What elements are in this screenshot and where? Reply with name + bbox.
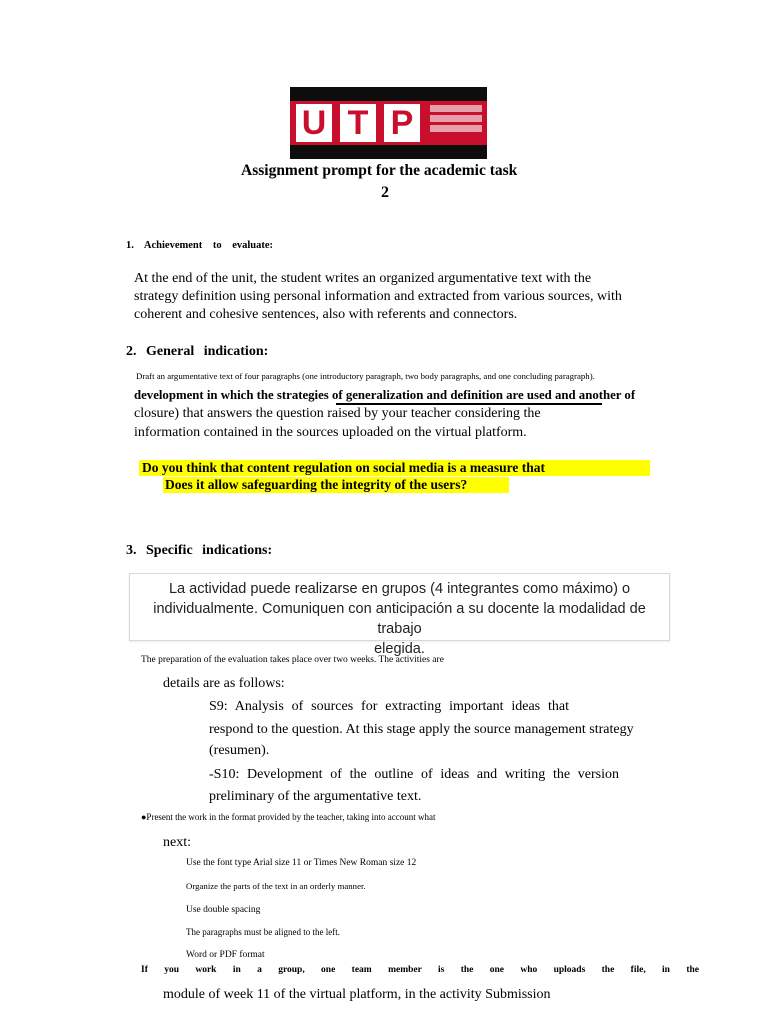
draft-instruction: Draft an argumentative text of four paragraphs (one introductory paragraph, two body paragraphs, and one concluding paragraph). (136, 371, 595, 381)
format-item-align: The paragraphs must be aligned to the left. (186, 927, 340, 937)
question-line-2: Does it allow safeguarding the integrity of the users? (163, 477, 509, 493)
page-title: Assignment prompt for the academic task (241, 162, 518, 179)
section-1-line-2: strategy definition using personal information and extracted from various sources, with (134, 289, 622, 304)
logo-letter-p: P (384, 104, 420, 142)
question-line-1: Do you think that content regulation on social media is a measure that (139, 460, 650, 476)
notice-line-2: individualmente. Comuniquen con anticipación a su docente la modalidad de trabajo (153, 601, 646, 637)
section-3-heading: 3. Specific indications: (126, 543, 273, 558)
s9-line-3: (resumen). (209, 743, 270, 758)
group-upload-line: If you work in a group, one team member is the one who uploads the file, in the (141, 965, 699, 975)
present-line: ●Present the work in the format provided by the teacher, taking into account what (141, 812, 436, 822)
notice-line-3: elegida. (374, 641, 425, 657)
logo-letter-t: T (340, 104, 376, 142)
format-item-spacing: Use double spacing (186, 905, 261, 915)
utp-logo (290, 87, 487, 159)
s9-line-1: S9: Analysis of sources for extracting important ideas that (209, 699, 569, 714)
format-item-font: Use the font type Arial size 11 or Times New Roman size 12 (186, 858, 417, 868)
task-number: 2 (381, 184, 389, 201)
section-2-heading: 2. General indication: (126, 344, 269, 359)
details-line: details are as follows: (163, 676, 285, 691)
logo-side-text (430, 105, 482, 139)
preparation-line: The preparation of the evaluation takes place over two weeks. The activities are (141, 655, 444, 665)
section-1-heading: 1. Achievement to evaluate: (126, 240, 274, 251)
logo-letter-u: U (296, 104, 332, 142)
s10-line-2: preliminary of the argumentative text. (209, 789, 422, 804)
strategies-line: development in which the strategies of generalization and definition are used and another of (134, 388, 636, 402)
s10-line-1: -S10: Development of the outline of ideas and writing the version (209, 767, 619, 782)
notice-line-1: La actividad puede realizarse en grupos (4 integrantes como máximo) o (168, 581, 631, 597)
module-line: module of week 11 of the virtual platform, in the activity Submission (163, 987, 551, 1002)
s9-line-2: respond to the question. At this stage apply the source management strategy (209, 722, 634, 737)
next-line: next: (163, 835, 191, 850)
section-1-line-3: coherent and cohesive sentences, also with referents and connectors. (134, 307, 518, 322)
format-item-organize: Organize the parts of the text in an orderly manner. (186, 881, 366, 891)
group-notice-box (129, 573, 670, 657)
format-item-file: Word or PDF format (186, 950, 265, 960)
closure-line: closure) that answers the question raised by your teacher considering the (134, 406, 541, 421)
information-line: information contained in the sources uploaded on the virtual platform. (134, 425, 527, 440)
section-1-line-1: At the end of the unit, the student writes an organized argumentative text with the (134, 271, 592, 286)
